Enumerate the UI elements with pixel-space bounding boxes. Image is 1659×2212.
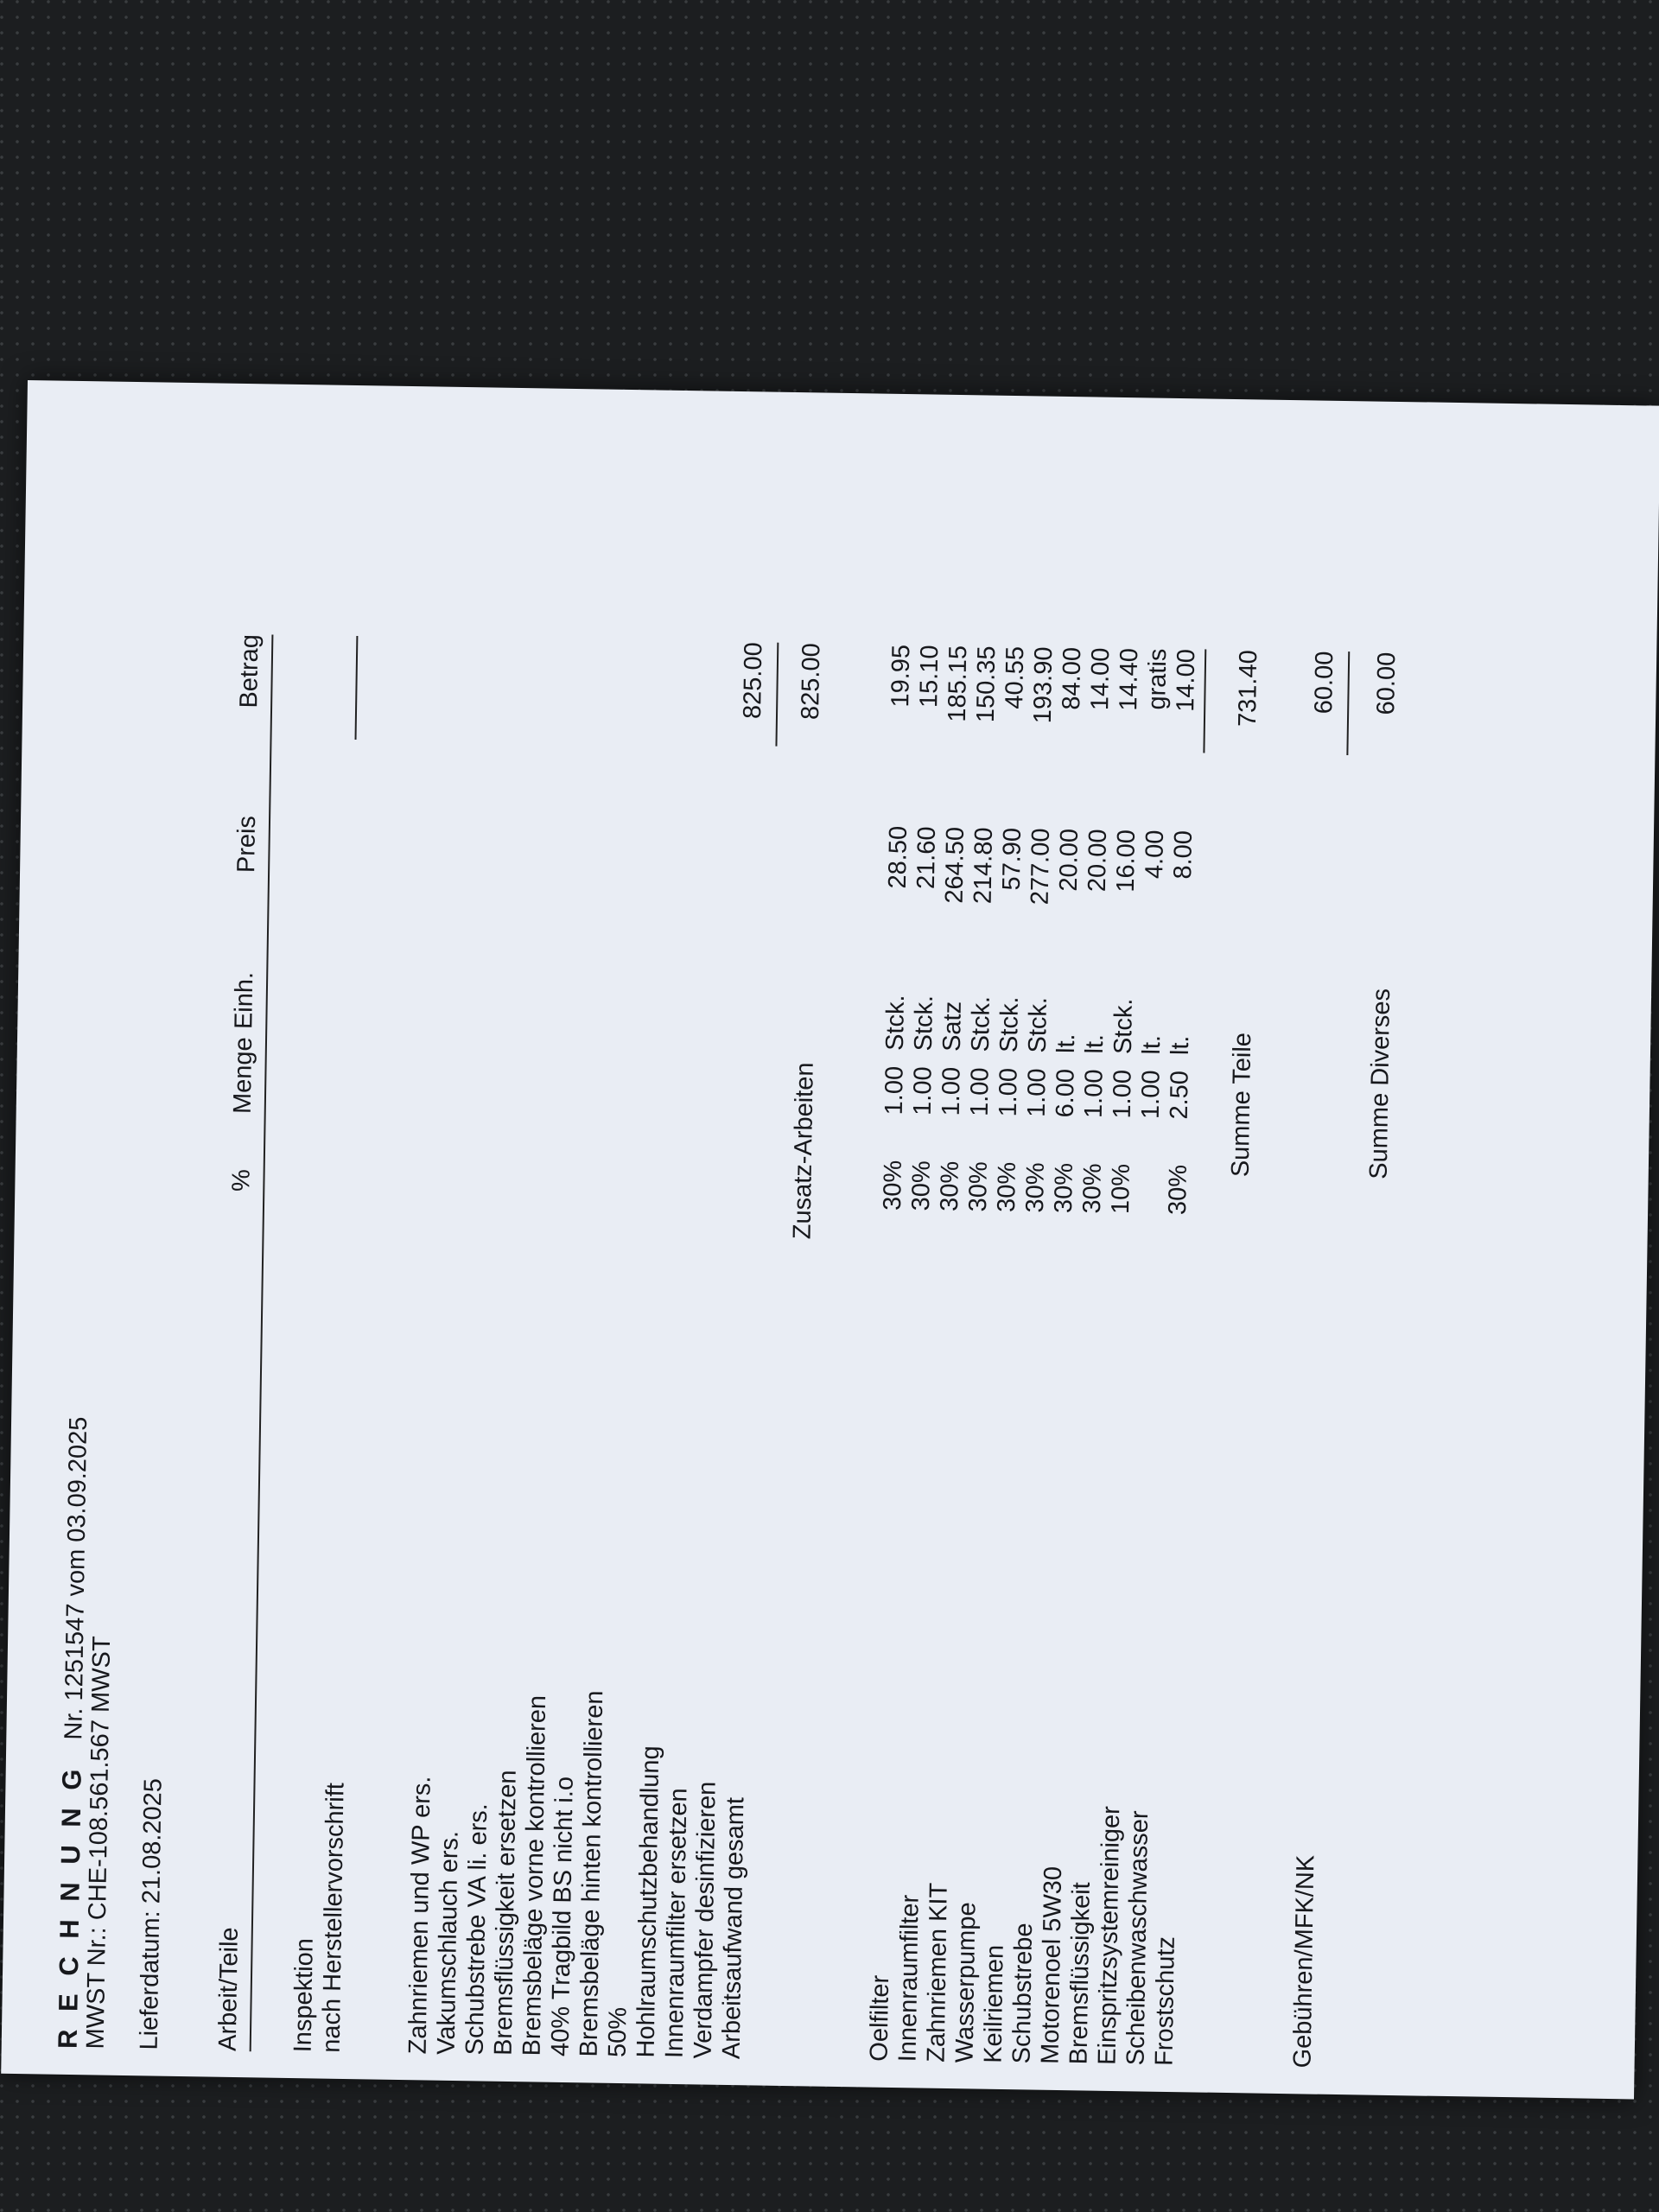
work-line: Bremsbeläge vorne kontrollieren (518, 1694, 552, 2056)
part-qty: 1.00 (965, 1067, 995, 1117)
part-percent: 30% (1021, 1162, 1050, 1213)
service-line: Inspektion (289, 1937, 319, 2053)
invoice-paper (1, 380, 1659, 2099)
part-qty: 1.00 (1022, 1068, 1052, 1118)
part-amount: 150.35 (971, 645, 1001, 723)
parts-rule (1203, 649, 1206, 753)
part-name: Einspritzsystemreiniger (1093, 1805, 1126, 2066)
parts-percent (879, 1160, 1193, 1216)
work-line: Arbeitsaufwand gesamt (717, 1796, 750, 2060)
part-price: 264.50 (940, 826, 970, 904)
invoice-title: R E C H N U N G (52, 1764, 87, 2050)
part-unit: lt. (1166, 1035, 1195, 1056)
part-amount: 14.00 (1086, 647, 1116, 711)
part-percent: 10% (1107, 1163, 1135, 1215)
part-unit: Stck. (880, 995, 910, 1052)
part-percent: 30% (964, 1161, 993, 1212)
vat-number: MWST Nr.: CHE-108.561.567 MWST (81, 1636, 117, 2050)
parts-amount (886, 645, 1201, 762)
col-work-parts: Arbeit/Teile (213, 1927, 244, 2052)
part-name: Schubstrebe (1007, 1923, 1039, 2064)
part-name: Zahnriemen KIT (922, 1882, 953, 2063)
part-percent: 30% (993, 1161, 1021, 1213)
work-line: Hohlraumschutzbehandlung (632, 1745, 665, 2058)
work-line: 40% Tragbild BS nicht i.o (546, 1776, 579, 2057)
part-percent: 30% (936, 1160, 964, 1212)
part-qty: 1.00 (994, 1067, 1023, 1117)
part-name: Wasserpumpe (950, 1902, 982, 2063)
part-price: 4.00 (1141, 830, 1169, 880)
part-name: Innenraumfilter (893, 1894, 925, 2063)
part-unit: Stck. (966, 995, 995, 1052)
part-amount: 185.15 (943, 645, 973, 722)
work-line: Zahnriemen und WP ers. (404, 1776, 436, 2055)
part-unit: Stck. (995, 996, 1024, 1053)
part-price: 28.50 (883, 825, 913, 889)
part-amount: 84.00 (1058, 646, 1087, 710)
service-line: nach Herstellervorschrift (317, 1782, 350, 2054)
part-amount: 40.55 (1001, 645, 1030, 709)
parts-qty (880, 1066, 1195, 1134)
part-unit: Stck. (909, 995, 938, 1052)
part-amount: 19.95 (887, 644, 916, 708)
part-qty: 6.00 (1051, 1068, 1080, 1118)
col-qty: Menge (228, 1037, 258, 1115)
part-qty: 1.00 (880, 1065, 909, 1116)
parts-price (883, 826, 1198, 944)
part-percent: 30% (1078, 1163, 1107, 1214)
part-percent (1135, 1164, 1165, 1215)
fees-rule (1346, 652, 1350, 755)
sum-parts-label: Summe Teile (1226, 1032, 1257, 1178)
sum-misc-value: 60.00 (1372, 652, 1402, 715)
work-block (404, 1688, 753, 2059)
part-name: Keilriemen (979, 1944, 1009, 2064)
part-price: 277.00 (1026, 828, 1055, 906)
extra-work-label: Zusatz-Arbeiten (788, 1062, 819, 1240)
part-unit: Satz (938, 1001, 967, 1052)
col-price: Preis (232, 815, 262, 874)
part-qty: 1.00 (1079, 1069, 1109, 1119)
work-line: 50% (603, 2006, 632, 2058)
part-price: 57.90 (997, 827, 1027, 891)
part-unit: Stck. (1023, 996, 1052, 1053)
part-amount: 15.10 (915, 645, 944, 709)
part-percent: 30% (1050, 1162, 1078, 1214)
part-qty: 1.00 (1136, 1070, 1166, 1120)
work-line: Bremsflüssigkeit ersetzen (489, 1770, 522, 2056)
part-amount: 193.90 (1028, 646, 1058, 724)
part-price: 8.00 (1169, 830, 1198, 880)
service-rule (355, 636, 359, 740)
fees-value: 60.00 (1310, 651, 1339, 715)
extra-work-total: 825.00 (796, 643, 826, 721)
fees-label: Gebühren/MFK/NK (1288, 1854, 1320, 2069)
invoice-number: Nr. 1251547 vom 03.09.2025 (60, 1416, 93, 1740)
delivery-date: Lieferdatum: 21.08.2025 (135, 1777, 168, 2050)
parts-unit (881, 995, 1196, 1055)
part-percent: 30% (907, 1160, 936, 1211)
work-line: Vakumschlauch ers. (432, 1830, 464, 2056)
part-amount: 14.00 (1172, 648, 1201, 712)
part-name: Oelfilter (865, 1974, 895, 2062)
invoice-document (28, 406, 1436, 2069)
part-qty: 1.00 (1108, 1069, 1137, 1119)
part-price: 16.00 (1111, 829, 1141, 893)
part-price: 20.00 (1054, 828, 1084, 892)
work-line: Schubstrebe VA li. ers. (461, 1802, 493, 2056)
sum-parts-value: 731.40 (1233, 649, 1263, 728)
work-line: Verdampfer desinfizieren (689, 1781, 721, 2059)
work-line: Bremsbeläge hinten kontrollieren (575, 1690, 609, 2057)
part-name: Scheibenwaschwasser (1122, 1810, 1154, 2066)
work-line: Innenraumfilter ersetzen (660, 1788, 693, 2059)
part-qty: 1.00 (908, 1066, 938, 1116)
parts-names (866, 1802, 1184, 2066)
part-qty: 2.50 (1165, 1070, 1194, 1120)
work-total: 825.00 (738, 641, 768, 720)
part-name: Bremsflüssigkeit (1065, 1881, 1096, 2065)
part-unit: lt. (1080, 1033, 1109, 1054)
col-amount: Betrag (235, 633, 264, 709)
part-percent: 30% (1163, 1164, 1192, 1216)
part-price: 20.00 (1083, 829, 1112, 893)
part-name: Frostschutz (1150, 1936, 1180, 2067)
part-qty: 1.00 (937, 1066, 966, 1116)
col-unit: Einh. (230, 971, 259, 1030)
col-percent: % (227, 1168, 256, 1192)
part-amount: 14.40 (1115, 647, 1144, 711)
part-percent: 30% (879, 1160, 907, 1211)
part-amount: gratis (1143, 648, 1173, 710)
part-unit: lt. (1052, 1033, 1081, 1054)
part-unit: Stck. (1109, 998, 1138, 1055)
part-price: 21.60 (912, 826, 942, 890)
service-block (289, 1782, 351, 2053)
part-price: 214.80 (969, 827, 999, 905)
part-unit: lt. (1137, 1034, 1166, 1055)
work-rule (775, 643, 779, 747)
sum-misc-label: Summe Diverses (1364, 988, 1396, 1179)
part-name: Motorenoel 5W30 (1036, 1866, 1068, 2065)
